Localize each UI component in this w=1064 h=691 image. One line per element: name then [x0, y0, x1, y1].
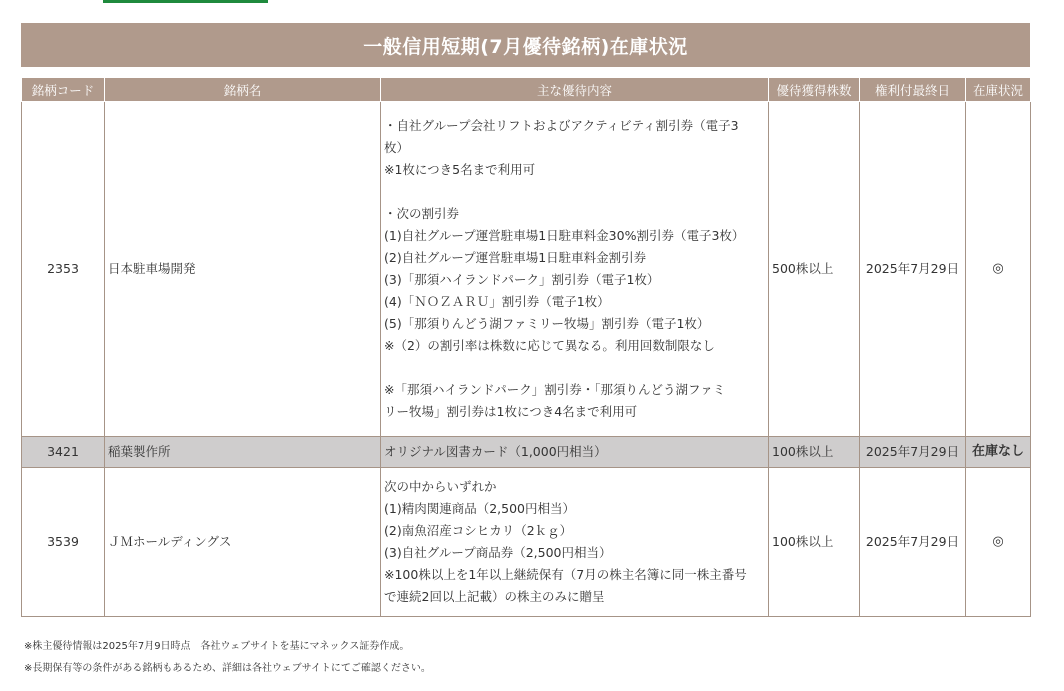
column-header-stock: 在庫状況: [966, 78, 1031, 102]
benefit-line: ※「那須ハイランドパーク」割引券・「那須りんどう湖ファミ: [384, 382, 726, 397]
table-row: [22, 437, 1031, 468]
stock-code-cell: 3539: [22, 468, 105, 617]
benefit-line: ・次の割引券: [384, 206, 460, 221]
footnote: ※長期保有等の条件がある銘柄もあるため、詳細は各社ウェブサイトにてご確認ください。: [24, 663, 431, 674]
stock-name-cell: 日本駐車場開発: [105, 102, 381, 437]
footnote: ※株主優待情報は2025年7月9日時点 各社ウェブサイトを基にマネックス証券作成。: [24, 641, 410, 652]
benefit-line: ※（2）の割引率は株数に応じて異なる。利用回数制限なし: [384, 338, 715, 353]
benefit-line: 次の中からいずれか: [384, 479, 497, 494]
benefit-line: オリジナル図書カード（1,000円相当）: [384, 444, 607, 459]
benefit-line: (1)精肉関連商品（2,500円相当）: [384, 501, 575, 516]
stock-code-cell: 3421: [22, 437, 105, 468]
table-row: [22, 468, 1031, 617]
stock-code-cell: 2353: [22, 102, 105, 437]
inventory-table: [21, 77, 1031, 617]
shares-cell: 500株以上: [769, 102, 860, 437]
benefit-line: [384, 181, 765, 203]
column-header-date: 権利付最終日: [860, 78, 966, 102]
benefit-line: で連続2回以上記載）の株主のみに贈呈: [384, 589, 605, 604]
benefit-line: (3)「那須ハイランドパーク」割引券（電子1枚）: [384, 272, 660, 287]
benefit-line: (3)自社グループ商品券（2,500円相当）: [384, 545, 612, 560]
benefit-line: (5)「那須りんどう湖ファミリー牧場」割引券（電子1枚）: [384, 316, 710, 331]
benefit-line: [384, 357, 765, 379]
table-row: [22, 102, 1031, 437]
stock-name-cell: 稲葉製作所: [105, 437, 381, 468]
stock-status-cell: ◎: [966, 468, 1031, 617]
benefit-cell: [381, 437, 769, 468]
stock-table-section: [21, 23, 1030, 617]
benefit-cell: [381, 102, 769, 437]
benefit-line: (2)自社グループ運営駐車場1日駐車料金割引券: [384, 250, 647, 265]
table-header-row: [22, 78, 1031, 102]
stock-status-cell: 在庫なし: [966, 437, 1031, 468]
page-title: 一般信用短期(7月優待銘柄)在庫状況: [21, 23, 1030, 67]
benefit-line: ※1枚につき5名まで利用可: [384, 162, 536, 177]
benefit-line: (4)「ＮＯＺＡＲＵ」割引券（電子1枚）: [384, 294, 610, 309]
benefit-line: 枚）: [384, 140, 410, 155]
top-accent-bar: [103, 0, 268, 3]
record-date-cell: 2025年7月29日: [860, 468, 966, 617]
stock-status-cell: ◎: [966, 102, 1031, 437]
record-date-cell: 2025年7月29日: [860, 102, 966, 437]
record-date-cell: 2025年7月29日: [860, 437, 966, 468]
benefit-line: リー牧場」割引券は1枚につき4名まで利用可: [384, 404, 638, 419]
stock-name-cell: ＪＭホールディングス: [105, 468, 381, 617]
column-header-code: 銘柄コード: [22, 78, 105, 102]
column-header-benefit: 主な優待内容: [381, 78, 769, 102]
column-header-name: 銘柄名: [105, 78, 381, 102]
shares-cell: 100株以上: [769, 437, 860, 468]
footnotes: [24, 636, 431, 680]
column-header-shares: 優待獲得株数: [769, 78, 860, 102]
benefit-line: (2)南魚沼産コシヒカリ（2ｋｇ）: [384, 523, 573, 538]
shares-cell: 100株以上: [769, 468, 860, 617]
benefit-cell: [381, 468, 769, 617]
benefit-line: (1)自社グループ運営駐車場1日駐車料金30%割引券（電子3枚）: [384, 228, 745, 243]
benefit-line: ※100株以上を1年以上継続保有（7月の株主名簿に同一株主番号: [384, 567, 747, 582]
benefit-line: ・自社グループ会社リフトおよびアクティビティ割引券（電子3: [384, 118, 739, 133]
